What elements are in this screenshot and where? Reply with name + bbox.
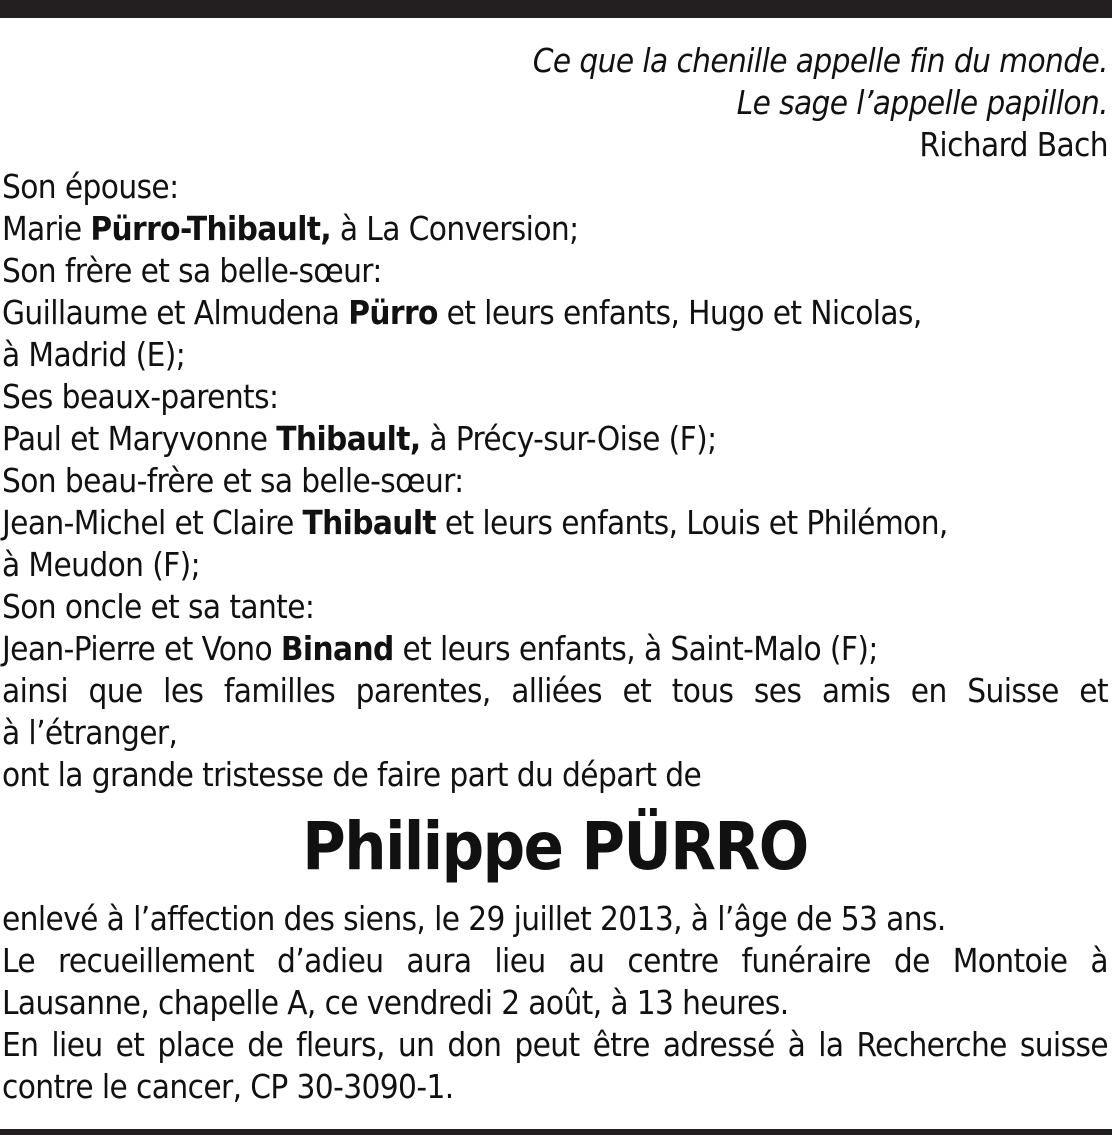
family-line: [2, 418, 1108, 460]
family-line: [2, 292, 1108, 334]
details-line: En lieu et place de fleurs, un don peut être adressé à la Recherche suisse: [2, 1025, 1108, 1064]
text-span: Paul et Maryvonne: [2, 419, 277, 458]
text-span: et leurs enfants, Louis et Philémon,: [436, 503, 948, 542]
family-line: à l’étranger,: [2, 713, 178, 752]
family-line: Ses beaux-parents:: [2, 377, 279, 416]
family-line: ainsi que les familles parentes, alliées et tous ses amis en Suisse et: [2, 671, 1108, 710]
details-line: enlevé à l’affection des siens, le 29 juillet 2013, à l’âge de 53 ans.: [2, 899, 946, 938]
bottom-rule: [0, 1129, 1112, 1135]
family-line: ont la grande tristesse de faire part du départ de: [2, 755, 702, 794]
family-line: Son beau-frère et sa belle-sœur:: [2, 461, 464, 500]
deceased-name: Philippe PÜRRO: [302, 808, 808, 885]
family-line: à Meudon (F);: [2, 545, 201, 584]
family-surname: Thibault: [302, 503, 437, 542]
epigraph-line-2: Le sage l’appelle papillon.: [736, 83, 1108, 122]
family-line: [2, 208, 1108, 250]
deceased-name-block: [2, 796, 1108, 898]
family-line: Son épouse:: [2, 167, 179, 206]
text-span: à Précy-sur-Oise (F);: [420, 419, 717, 458]
obituary-body: [2, 166, 1108, 1108]
family-surname: Binand: [280, 629, 394, 668]
family-surname: Thibault,: [276, 419, 421, 458]
epigraph: [533, 40, 1108, 166]
family-surname: Pürro: [348, 293, 438, 332]
family-line: Son frère et sa belle-sœur:: [2, 251, 382, 290]
text-span: Jean-Pierre et Vono: [2, 629, 281, 668]
text-span: à La Conversion;: [331, 209, 579, 248]
details-line: contre le cancer, CP 30-3090-1.: [2, 1067, 454, 1106]
epigraph-author: Richard Bach: [919, 125, 1108, 164]
family-line: [2, 628, 1108, 670]
family-line: à Madrid (E);: [2, 335, 186, 374]
epigraph-line-1: Ce que la chenille appelle fin du monde.: [532, 41, 1108, 80]
funeral-details: [2, 898, 1108, 1108]
text-span: Marie: [2, 209, 91, 248]
family-line: [2, 502, 1108, 544]
family-line: Son oncle et sa tante:: [2, 587, 315, 626]
text-span: Guillaume et Almudena: [2, 293, 349, 332]
text-span: et leurs enfants, Hugo et Nicolas,: [437, 293, 922, 332]
details-line: Le recueillement d’adieu aura lieu au centre funéraire de Montoie à: [2, 941, 1108, 980]
text-span: et leurs enfants, à Saint-Malo (F);: [393, 629, 878, 668]
family-surname: Pürro-Thibault,: [90, 209, 332, 248]
details-line: Lausanne, chapelle A, ce vendredi 2 août, à 13 heures.: [2, 983, 789, 1022]
top-rule: [0, 0, 1112, 18]
text-span: Jean-Michel et Claire: [2, 503, 303, 542]
